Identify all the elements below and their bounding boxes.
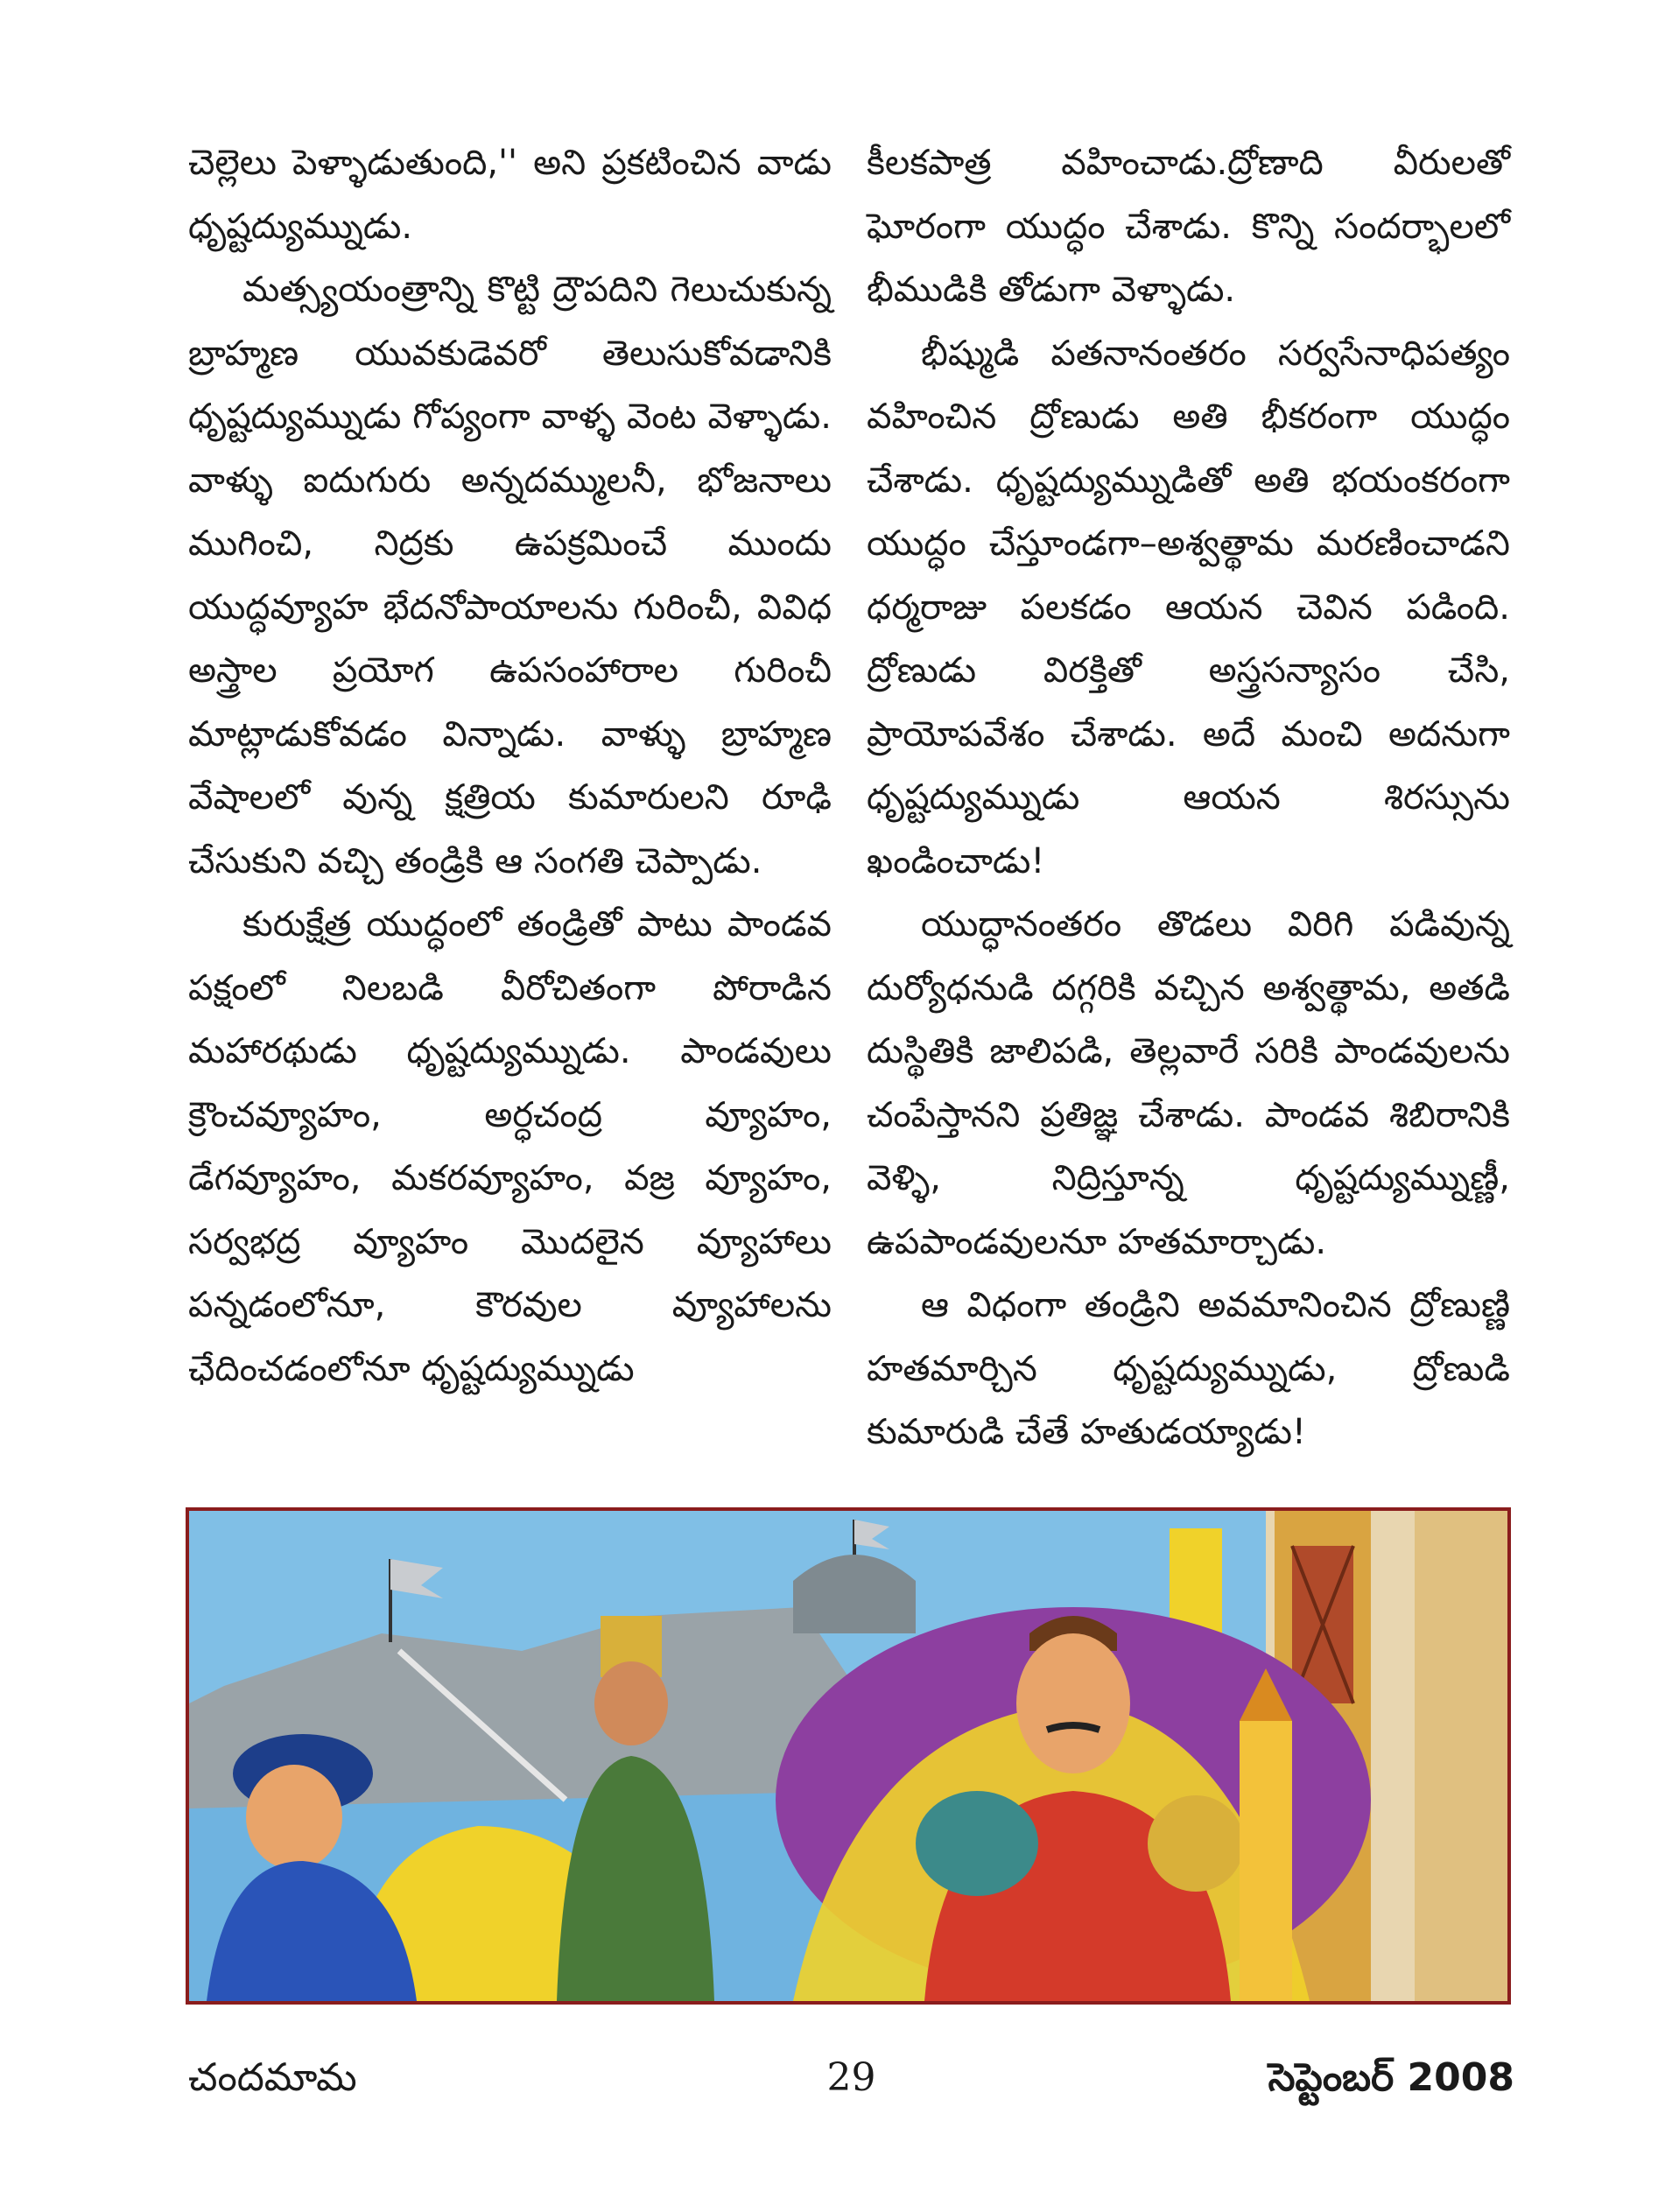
magazine-name: చందమామ: [188, 2055, 357, 2100]
page-number: 29: [826, 2055, 876, 2100]
battle-scene-image: [189, 1511, 1507, 2001]
issue-date: సెప్టెంబర్ 2008: [1268, 2055, 1514, 2100]
left-column: [188, 131, 832, 1401]
page-footer: [188, 2055, 1514, 2108]
paragraph: భీష్ముడి పతనానంతరం సర్వసేనాధిపత్యం వహించిన ద్రోణుడు అతి భీకరంగా యుద్ధం చేశాడు. ధృష్టద్యుమ్నుడితో అతి భయంకరంగా యుద్ధం చేస్తూండగా–అశ్వత్థామ మరణించాడని ధర్మరాజు పలకడం ఆయన చెవిన పడింది. ద్రోణుడు విరక్తితో అస్త్రసన్యాసం చేసి, ప్రాయోపవేశం చేశాడు. అదే మంచి అదనుగా ధృష్టద్యుమ్నుడు ఆయన శిరస్సును ఖండించాడు!: [867, 333, 1510, 881]
paragraph: చెల్లెలు పెళ్ళాడుతుంది,'' అని ప్రకటించిన వాడు ధృష్టద్యుమ్నుడు.: [188, 143, 832, 247]
paragraph: ఆ విధంగా తండ్రిని అవమానించిన ద్రోణుణ్ణి హతమార్చిన ధృష్టద్యుమ్నుడు, ద్రోణుడి కుమారుడి చేతే హతుడయ్యాడు!: [867, 1285, 1510, 1452]
paragraph: కీలకపాత్ర వహించాడు.ద్రోణాది వీరులతో ఘోరంగా యుద్ధం చేశాడు. కొన్ని సందర్భాలలో భీముడికి తోడుగా వెళ్ళాడు.: [867, 143, 1510, 310]
paragraph: యుద్ధానంతరం తొడలు విరిగి పడివున్న దుర్యోధనుడి దగ్గరికి వచ్చిన అశ్వత్థామ, అతడి దుస్థితికి జాలిపడి, తెల్లవారే సరికి పాండవులను చంపేస్తానని ప్రతిజ్ఞ చేశాడు. పాండవ శిబిరానికి వెళ్ళి, నిద్రిస్తూన్న ధృష్టద్యుమ్నుణ్ణీ, ఉపపాండవులనూ హతమార్చాడు.: [867, 904, 1510, 1262]
battle-illustration: [186, 1507, 1511, 2005]
paragraph: కురుక్షేత్ర యుద్ధంలో తండ్రితో పాటు పాండవ పక్షంలో నిలబడి వీరోచితంగా పోరాడిన మహారథుడు ధృష్టద్యుమ్నుడు. పాండవులు క్రౌంచవ్యూహం, అర్ధచంద్ర వ్యూహం, డేగవ్యూహం, మకరవ్యూహం, వజ్ర వ్యూహం, సర్వభద్ర వ్యూహం మొదలైన వ్యూహాలు పన్నడంలోనూ, కౌరవుల వ్యూహాలను ఛేదించడంలోనూ ధృష్టద్యుమ్నుడు: [188, 904, 832, 1389]
right-column: [867, 131, 1510, 1464]
paragraph: మత్స్యయంత్రాన్ని కొట్టి ద్రౌపదిని గెలుచుకున్న బ్రాహ్మణ యువకుడెవరో తెలుసుకోవడానికి ధృష్టద్యుమ్నుడు గోప్యంగా వాళ్ళ వెంట వెళ్ళాడు. వాళ్ళు ఐదుగురు అన్నదమ్ములనీ, భోజనాలు ముగించి, నిద్రకు ఉపక్రమించే ముందు యుద్ధవ్యూహ భేదనోపాయాలను గురించీ, వివిధ అస్త్రాల ప్రయోగ ఉపసంహారాల గురించీ మాట్లాడుకోవడం విన్నాడు. వాళ్ళు బ్రాహ్మణ వేషాలలో వున్న క్షత్రియ కుమారులని రూఢి చేసుకుని వచ్చి తండ్రికి ఆ సంగతి చెప్పాడు.: [188, 270, 832, 881]
